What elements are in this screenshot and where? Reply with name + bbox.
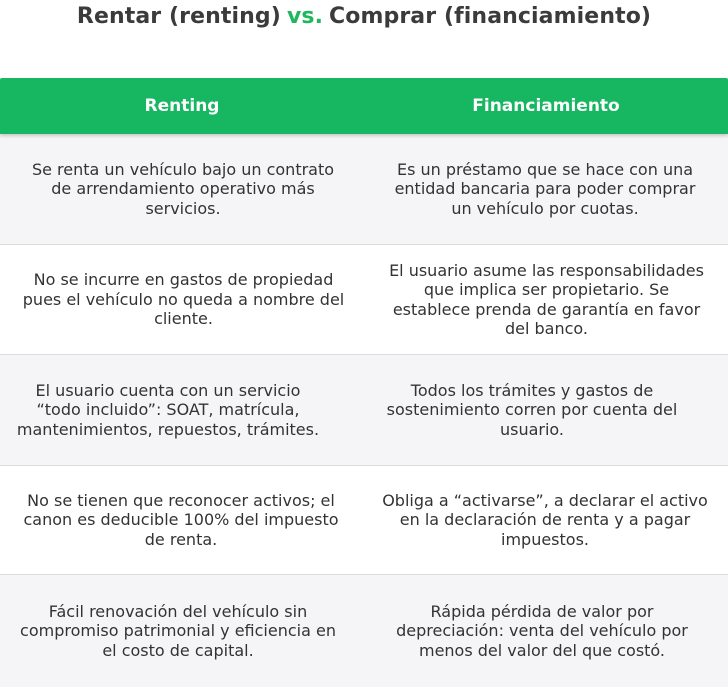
cell-renting: El usuario cuenta con un servicio “todo incluido”: SOAT, matrícula, mantenimientos, repuestos, trámites. bbox=[16, 380, 320, 439]
cell-renting: Se renta un vehículo bajo un contrato de arrendamiento operativo más servicios. bbox=[31, 159, 335, 218]
cell-financiamiento: Todos los trámites y gastos de sostenimiento corren por cuenta del usuario. bbox=[386, 380, 678, 439]
cell-financiamiento: Rápida pérdida de valor por depreciación: venta del vehículo por menos del valor del que costó. bbox=[396, 601, 688, 660]
table-header bbox=[0, 78, 728, 134]
table-row bbox=[0, 465, 728, 574]
cell-renting: No se incurre en gastos de propiedad pues el vehículo no queda a nombre del cliente. bbox=[22, 270, 345, 329]
page-title bbox=[0, 4, 728, 29]
table-row bbox=[0, 134, 728, 244]
cell-financiamiento: Es un préstamo que se hace con una entidad bancaria para poder comprar un vehículo por cuotas. bbox=[394, 159, 696, 218]
cell-financiamiento: Obliga a “activarse”, a declarar el activo en la declaración de renta y a pagar impuestos. bbox=[382, 490, 708, 549]
table-row bbox=[0, 244, 728, 354]
comparison-table bbox=[0, 78, 728, 687]
table-row bbox=[0, 354, 728, 465]
table-row bbox=[0, 574, 728, 687]
cell-renting: Fácil renovación del vehículo sin compromiso patrimonial y eficiencia en el costo de capital. bbox=[20, 601, 336, 660]
title-comprar: Comprar (financiamiento) bbox=[329, 4, 652, 29]
header-financiamiento: Financiamiento bbox=[472, 96, 620, 116]
title-vs: vs. bbox=[286, 4, 324, 29]
title-renting: Rentar (renting) bbox=[76, 4, 281, 29]
cell-financiamiento: El usuario asume las responsabilidades que implica ser propietario. Se establece prenda de garantía en favor del banco. bbox=[389, 260, 704, 338]
header-renting: Renting bbox=[144, 96, 220, 116]
cell-renting: No se tienen que reconocer activos; el canon es deducible 100% del impuesto de renta. bbox=[23, 490, 339, 549]
